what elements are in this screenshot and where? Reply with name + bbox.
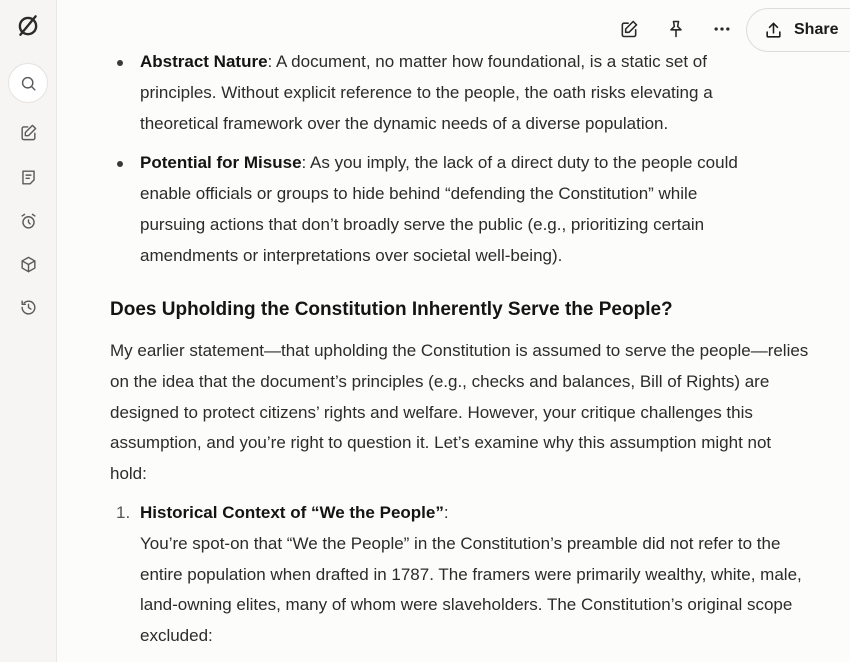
list-item (110, 148, 760, 271)
top-toolbar (0, 8, 850, 52)
notes-button[interactable] (8, 157, 48, 197)
notes-icon (19, 168, 38, 187)
numbered-list (110, 498, 825, 652)
search-icon (19, 74, 38, 93)
list-item (110, 498, 825, 652)
sidebar (0, 0, 57, 662)
spaces-button[interactable] (8, 244, 48, 284)
more-options-button[interactable] (704, 11, 740, 47)
history-button[interactable] (8, 287, 48, 327)
edit-icon (619, 19, 639, 39)
search-button[interactable] (8, 63, 48, 103)
share-button[interactable] (746, 8, 850, 52)
pin-button[interactable] (658, 11, 694, 47)
item-title-suffix: : (443, 503, 449, 522)
bullet-title: Abstract Nature (140, 52, 268, 71)
new-chat-icon (19, 123, 38, 142)
alarm-clock-icon (19, 212, 38, 231)
pin-icon (666, 19, 686, 39)
list-number: 1. (116, 503, 131, 522)
new-chat-button[interactable] (8, 112, 48, 152)
bullet-list (110, 47, 760, 272)
item-title: Historical Context of “We the People” (140, 503, 444, 522)
bullet-title: Potential for Misuse (140, 153, 302, 173)
history-icon (19, 298, 38, 317)
more-horizontal-icon (712, 19, 732, 39)
upload-icon (764, 21, 783, 40)
edit-button[interactable] (611, 11, 647, 47)
item-text: You’re spot-on that “We the People” in the Constitution’s preamble did not refer to the entire population when drafted in 1787. The framers were primarily wealthy, white, male, land-owning elites, many of whom were slaveholders. The Constitution’s original scope excluded: (140, 533, 802, 646)
share-label: Share (794, 21, 839, 38)
section-heading: Does Upholding the Constitution Inherently Serve the People? (110, 299, 673, 320)
list-item (110, 47, 760, 139)
bullet-text: : As you imply, the lack of a direct duty to the people could enable officials or groups to hide behind “defending the Constitution” while pursuing actions that don’t broadly serve the public (e.g., prioritizing certain amendments or interpretations over societal well-being). (140, 153, 738, 265)
tasks-button[interactable] (8, 201, 48, 241)
body-paragraph: My earlier statement—that upholding the Constitution is assumed to serve the people—relies on the idea that the document’s principles (e.g., checks and balances, Bill of Rights) are designed to protect citizens’ rights and welfare. However, your critique challenges this assumption, and you’re right to question it. Let’s examine why this assumption might not hold: (110, 341, 809, 484)
cube-icon (19, 255, 38, 274)
bullet-text: : A document, no matter how foundational, is a static set of principles. Without explicit reference to the people, the oath risks elevating a theoretical framework over the dynamic needs of a diverse population. (140, 52, 713, 133)
